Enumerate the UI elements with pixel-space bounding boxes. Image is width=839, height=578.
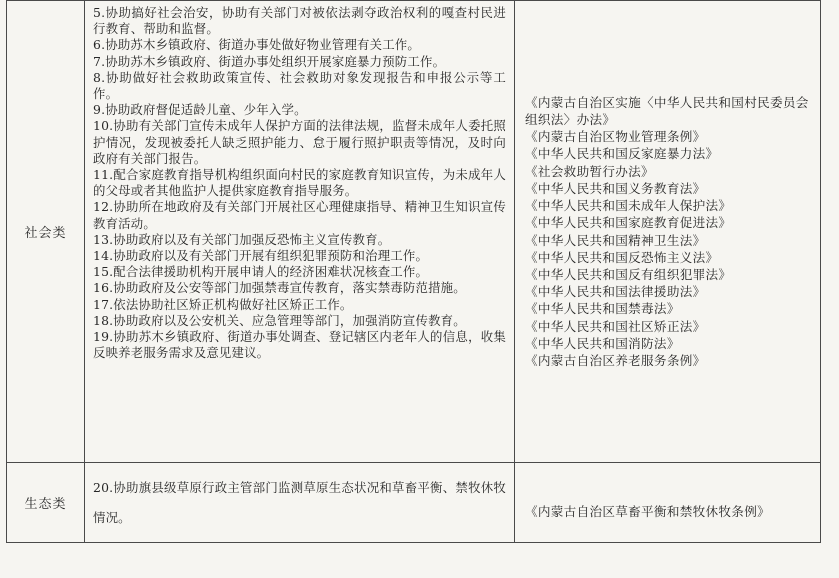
category-label: 生态类 <box>24 497 67 512</box>
law-item: 《中华人民共和国消防法》 <box>525 335 680 351</box>
law-item: 《中华人民共和国精神卫生法》 <box>525 232 706 248</box>
task-item: 18.协助政府以及公安机关、应急管理等部门，加强消防宣传教育。 <box>93 312 466 328</box>
law-item: 《中华人民共和国反家庭暴力法》 <box>525 146 719 162</box>
task-item: 10.协助有关部门宣传未成年人保护方面的法律法规，监督未成年人委托照护情况，发现被委托人缺乏照护能力、怠于履行照护职责等情况，及时向政府有关部门报告。 <box>93 118 506 166</box>
task-item: 14.协助政府以及有关部门开展有组织犯罪预防和治理工作。 <box>93 248 429 264</box>
task-item: 12.协助所在地政府及有关部门开展社区心理健康指导、精神卫生知识宣传教育活动。 <box>93 199 506 231</box>
task-item: 15.配合法律援助机构开展申请人的经济困难状况核查工作。 <box>93 264 429 280</box>
law-item: 《中华人民共和国禁毒法》 <box>525 301 680 317</box>
task-item: 9.协助政府督促适龄儿童、少年入学。 <box>93 102 307 118</box>
law-item: 《内蒙古自治区草畜平衡和禁牧休牧条例》 <box>525 503 770 519</box>
law-item: 《中华人民共和国家庭教育促进法》 <box>525 215 732 231</box>
law-item: 《中华人民共和国法律援助法》 <box>525 284 706 300</box>
law-item: 《社会救助暂行办法》 <box>525 163 654 179</box>
category-cell-social <box>7 1 85 463</box>
law-item: 《内蒙古自治区物业管理条例》 <box>525 129 706 145</box>
task-item: 13.协助政府以及有关部门加强反恐怖主义宣传教育。 <box>93 231 391 247</box>
task-item: 5.协助搞好社会治安，协助有关部门对被依法剥夺政治权利的嘎查村民进行教育、帮助和监督。 <box>93 5 506 37</box>
table-row-ecology <box>7 463 821 543</box>
task-item: 17.依法协助社区矫正机构做好社区矫正工作。 <box>93 296 353 312</box>
task-item: 16.协助政府及公安等部门加强禁毒宣传教育，落实禁毒防范措施。 <box>93 280 466 296</box>
law-item: 《中华人民共和国反有组织犯罪法》 <box>525 266 732 282</box>
law-cell-ecology <box>515 463 821 543</box>
law-item: 《内蒙古自治区养老服务条例》 <box>525 352 706 368</box>
law-item: 《中华人民共和国义务教育法》 <box>525 180 706 196</box>
category-label: 社会类 <box>24 226 67 241</box>
responsibility-table <box>6 0 821 543</box>
task-item: 20.协助旗县级草原行政主管部门监测草原生态状况和草畜平衡、禁牧休牧情况。 <box>93 480 506 525</box>
law-item: 《中华人民共和国反恐怖主义法》 <box>525 249 719 265</box>
task-cell-social <box>85 1 515 463</box>
task-item: 7.协助苏木乡镇政府、街道办事处组织开展家庭暴力预防工作。 <box>93 53 446 69</box>
law-item: 《内蒙古自治区实施〈中华人民共和国村民委员会组织法〉办法》 <box>525 94 809 128</box>
task-cell-ecology <box>85 463 515 543</box>
task-item: 8.协助做好社会救助政策宣传、社会救助对象发现报告和申报公示等工作。 <box>93 69 506 102</box>
table-row-social <box>7 1 821 463</box>
law-item: 《中华人民共和国未成年人保护法》 <box>525 198 732 214</box>
task-item: 11.配合家庭教育指导机构组织面向村民的家庭教育知识宣传，为未成年人的父母或者其他监护人提供家庭教育指导服务。 <box>93 167 506 199</box>
category-cell-ecology <box>7 463 85 543</box>
task-item: 19.协助苏木乡镇政府、街道办事处调查、登记辖区内老年人的信息，收集反映养老服务需求及意见建议。 <box>93 329 506 361</box>
law-cell-social <box>515 1 821 463</box>
law-item: 《中华人民共和国社区矫正法》 <box>525 318 706 334</box>
task-item: 6.协助苏木乡镇政府、街道办事处做好物业管理有关工作。 <box>93 37 420 53</box>
